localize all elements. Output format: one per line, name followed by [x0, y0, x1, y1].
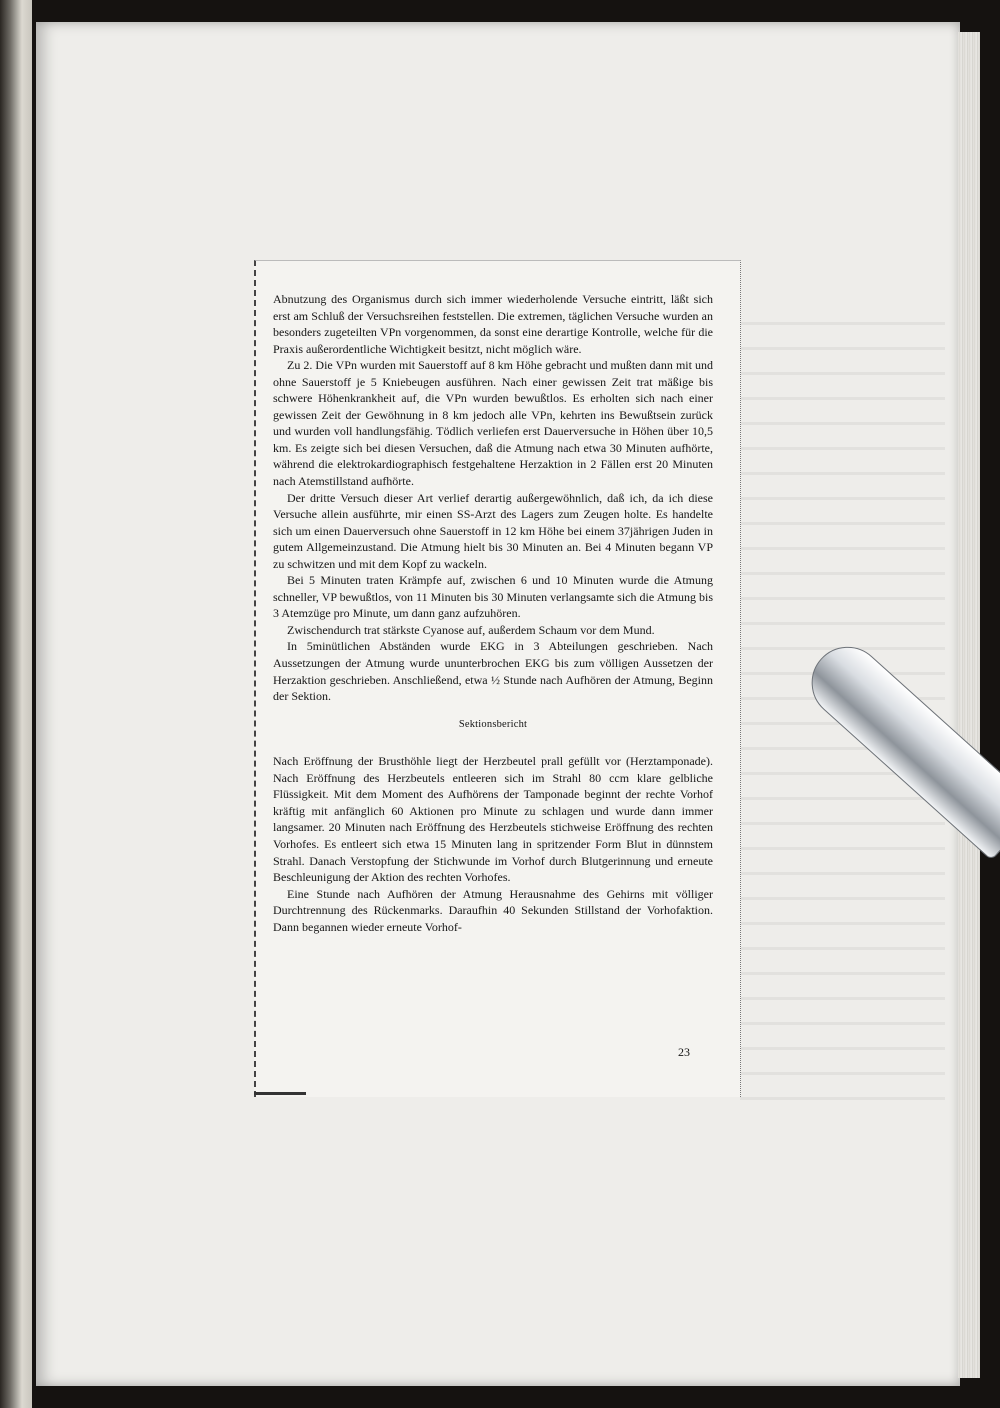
body-part-1 [273, 291, 713, 705]
paragraph: Zwischendurch trat stärkste Cyanose auf, außerdem Schaum vor dem Mund. [287, 622, 655, 637]
paragraph: Der dritte Versuch dieser Art verlief derartig außergewöhnlich, daß ich, da ich diese Versuche allein ausführte, mir einen SS-Arzt des Lagers zum Zeugen holte. Es handelte sich um einen Dauerversuch ohne Sauerstoff in 12 km Höhe bei einem 37jährigen Juden in gutem Allgemeinzustand. Die Atmung hielt bis 30 Minuten an. Bei 4 Minuten begann VP zu schwitzen und mit dem Kopf zu wackeln. [273, 490, 713, 571]
clipping-edge-mark [254, 1092, 306, 1095]
paragraph: Zu 2. Die VPn wurden mit Sauerstoff auf 8 km Höhe gebracht und mußten dann mit und ohne Sauerstoff je 5 Kniebeugen ausführen. Nach einer gewissen Zeit trat mäßige bis schwere Höhenkrankheit auf, die VPn wurden bewußtlos. Es erholten sich nach einer gewissen Zeit der Gewöhnung in 8 km jedoch alle VPn, kehrten ins Bewußtsein zurück und wurden voll handlungsfähig. Tödlich verliefen erst Dauerversuche in Höhen über 10,5 km. Es zeigte sich bei diesen Versuchen, daß die Atmung nach etwa 30 Minuten aufhörte, während die elektrokardiographisch festgehaltene Herzaktion in 2 Fällen erst 20 Minuten nach Atemstillstand aufhörte. [273, 358, 713, 489]
page-number: 23 [678, 1045, 690, 1059]
paragraph: In 5minütlichen Abständen wurde EKG in 3 Abteilungen geschrieben. Nach Aussetzungen der Atmung wurde ununterbrochen EKG bis zum völligen Aussetzen der Herzaktion geschrieben. Anschließend, etwa ½ Stunde nach Aufhören der Atmung, Beginn der Sektion. [273, 639, 713, 704]
facing-page-edge [0, 0, 32, 1408]
page-stack-edges [958, 32, 980, 1378]
paragraph: Bei 5 Minuten traten Krämpfe auf, zwischen 6 und 10 Minuten wurde die Atmung schneller, VP bewußtlos, von 11 Minuten bis 30 Minuten verlangsamte sich die Atmung bis 3 Atemzüge pro Minute, um dann ganz aufzuhören. [273, 573, 713, 621]
paragraph: Abnutzung des Organismus durch sich immer wiederholende Versuche eintritt, läßt sich erst am Schluß der Versuchsreihen feststellen. Die extremen, täglichen Versuche wurden an besonders zugeteilten VPn vorgenommen, da sonst eine derartige Kontrolle, welche für die Praxis außerordentliche Wichtigkeit besitzt, nicht möglich wäre. [273, 292, 713, 356]
document-body [273, 291, 713, 935]
section-heading: Sektionsbericht [458, 718, 528, 730]
paragraph: Nach Eröffnung der Brusthöhle liegt der Herzbeutel prall gefüllt vor (Herztamponade). Nach Eröffnung des Herzbeutels entleeren sich im Strahl 80 ccm klare gelbliche Flüssigkeit. Mit dem Moment des Aufhörens der Tamponade beginnt der rechte Vorhof kräftig mit anfänglich 60 Aktionen pro Minute zu schlagen und wurde dann immer langsamer. 20 Minuten nach Eröffnung des Herzbeutels stichweise Eröffnung des rechten Vorhofes. Es entleert sich etwa 15 Minuten lang in spritzender Form Blut in dünnstem Strahl. Danach Verstopfung der Stichwunde im Vorhof durch Blutgerinnung und erneute Beschleunigung der Aktion des rechten Vorhofes. [273, 754, 713, 885]
paragraph: Eine Stunde nach Aufhören der Atmung Herausnahme des Gehirns mit völliger Durchtrennung des Rückenmarks. Daraufhin 40 Sekunden Stillstand der Vorhofaktion. Dann begannen wieder erneute Vorhof- [273, 886, 713, 934]
body-part-2 [273, 753, 713, 935]
